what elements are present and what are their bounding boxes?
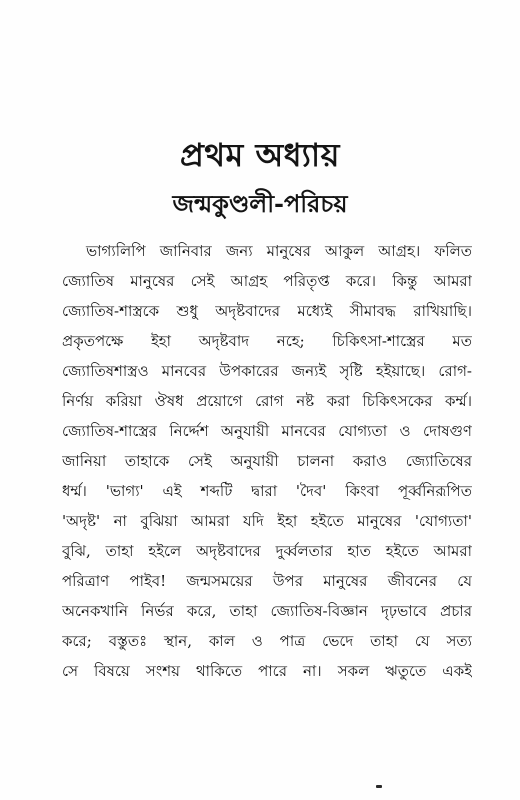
text-line: নির্ণয় করিয়া ঔষধ প্রয়োগে রোগ নষ্ট করা চিকিৎসকের কর্ম্ম। [62, 392, 472, 410]
section-title: জন্মকুণ্ডলী-পরিচয় [172, 189, 348, 218]
text-line: বুঝি, তাহা হইলে অদৃষ্টবাদের দুর্ব্বলতার হাত হইতে আমরা [62, 542, 472, 560]
text-line: সে বিষয়ে সংশয় থাকিতে পারে না। সকল ঋতুতে একই [62, 662, 472, 680]
text-line: অনেকখানি নির্ভর করে, তাহা জ্যোতিষ-বিজ্ঞান দৃঢ়ভাবে প্রচার [62, 602, 472, 620]
text-line: পরিত্রাণ পাইব! জন্মসময়ের উপর মানুষের জীবনের যে [62, 572, 472, 590]
text-line: 'অদৃষ্ট' না বুঝিয়া আমরা যদি ইহা হইতে মানুষের 'যোগ্যতা' [62, 512, 472, 530]
text-line: প্রকৃতপক্ষে ইহা অদৃষ্টবাদ নহে; চিকিৎসা-শাস্ত্রের মত [62, 332, 472, 350]
text-line: করে; বস্তুতঃ স্থান, কাল ও পাত্র ভেদে তাহা যে সত্য [62, 632, 472, 650]
body-text [62, 236, 472, 686]
text-line: ভাগ্যলিপি জানিবার জন্য মানুষের আকুল আগ্রহ। ফলিত [86, 242, 472, 260]
text-line: জানিয়া তাহাকে সেই অনুযায়ী চালনা করাও জ্যোতিষের [62, 452, 472, 470]
text-line: জ্যোতিষশাস্ত্রও মানবের উপকারের জন্যই সৃষ্টি হইয়াছে। রোগ- [62, 362, 472, 380]
text-line: জ্যোতিষ-শাস্ত্রকে শুধু অদৃষ্টবাদের মধ্যেই সীমাবদ্ধ রাখিয়াছি। [62, 302, 472, 320]
scan-mark [376, 785, 382, 788]
chapter-title: প্রথম অধ্যায় [179, 136, 341, 174]
text-line: ধর্ম্ম। 'ভাগ্য' এই শব্দটি দ্বারা 'দৈব' কিংবা পূর্ব্বনিরূপিত [62, 482, 472, 500]
text-line: জ্যোতিষ-শাস্ত্রের নির্দ্দেশ অনুযায়ী মানবের যোগ্যতা ও দোষগুণ [62, 422, 472, 440]
text-line: জ্যোতিষ মানুষের সেই আগ্রহ পরিতৃপ্ত করে। কিন্তু আমরা [62, 272, 472, 290]
